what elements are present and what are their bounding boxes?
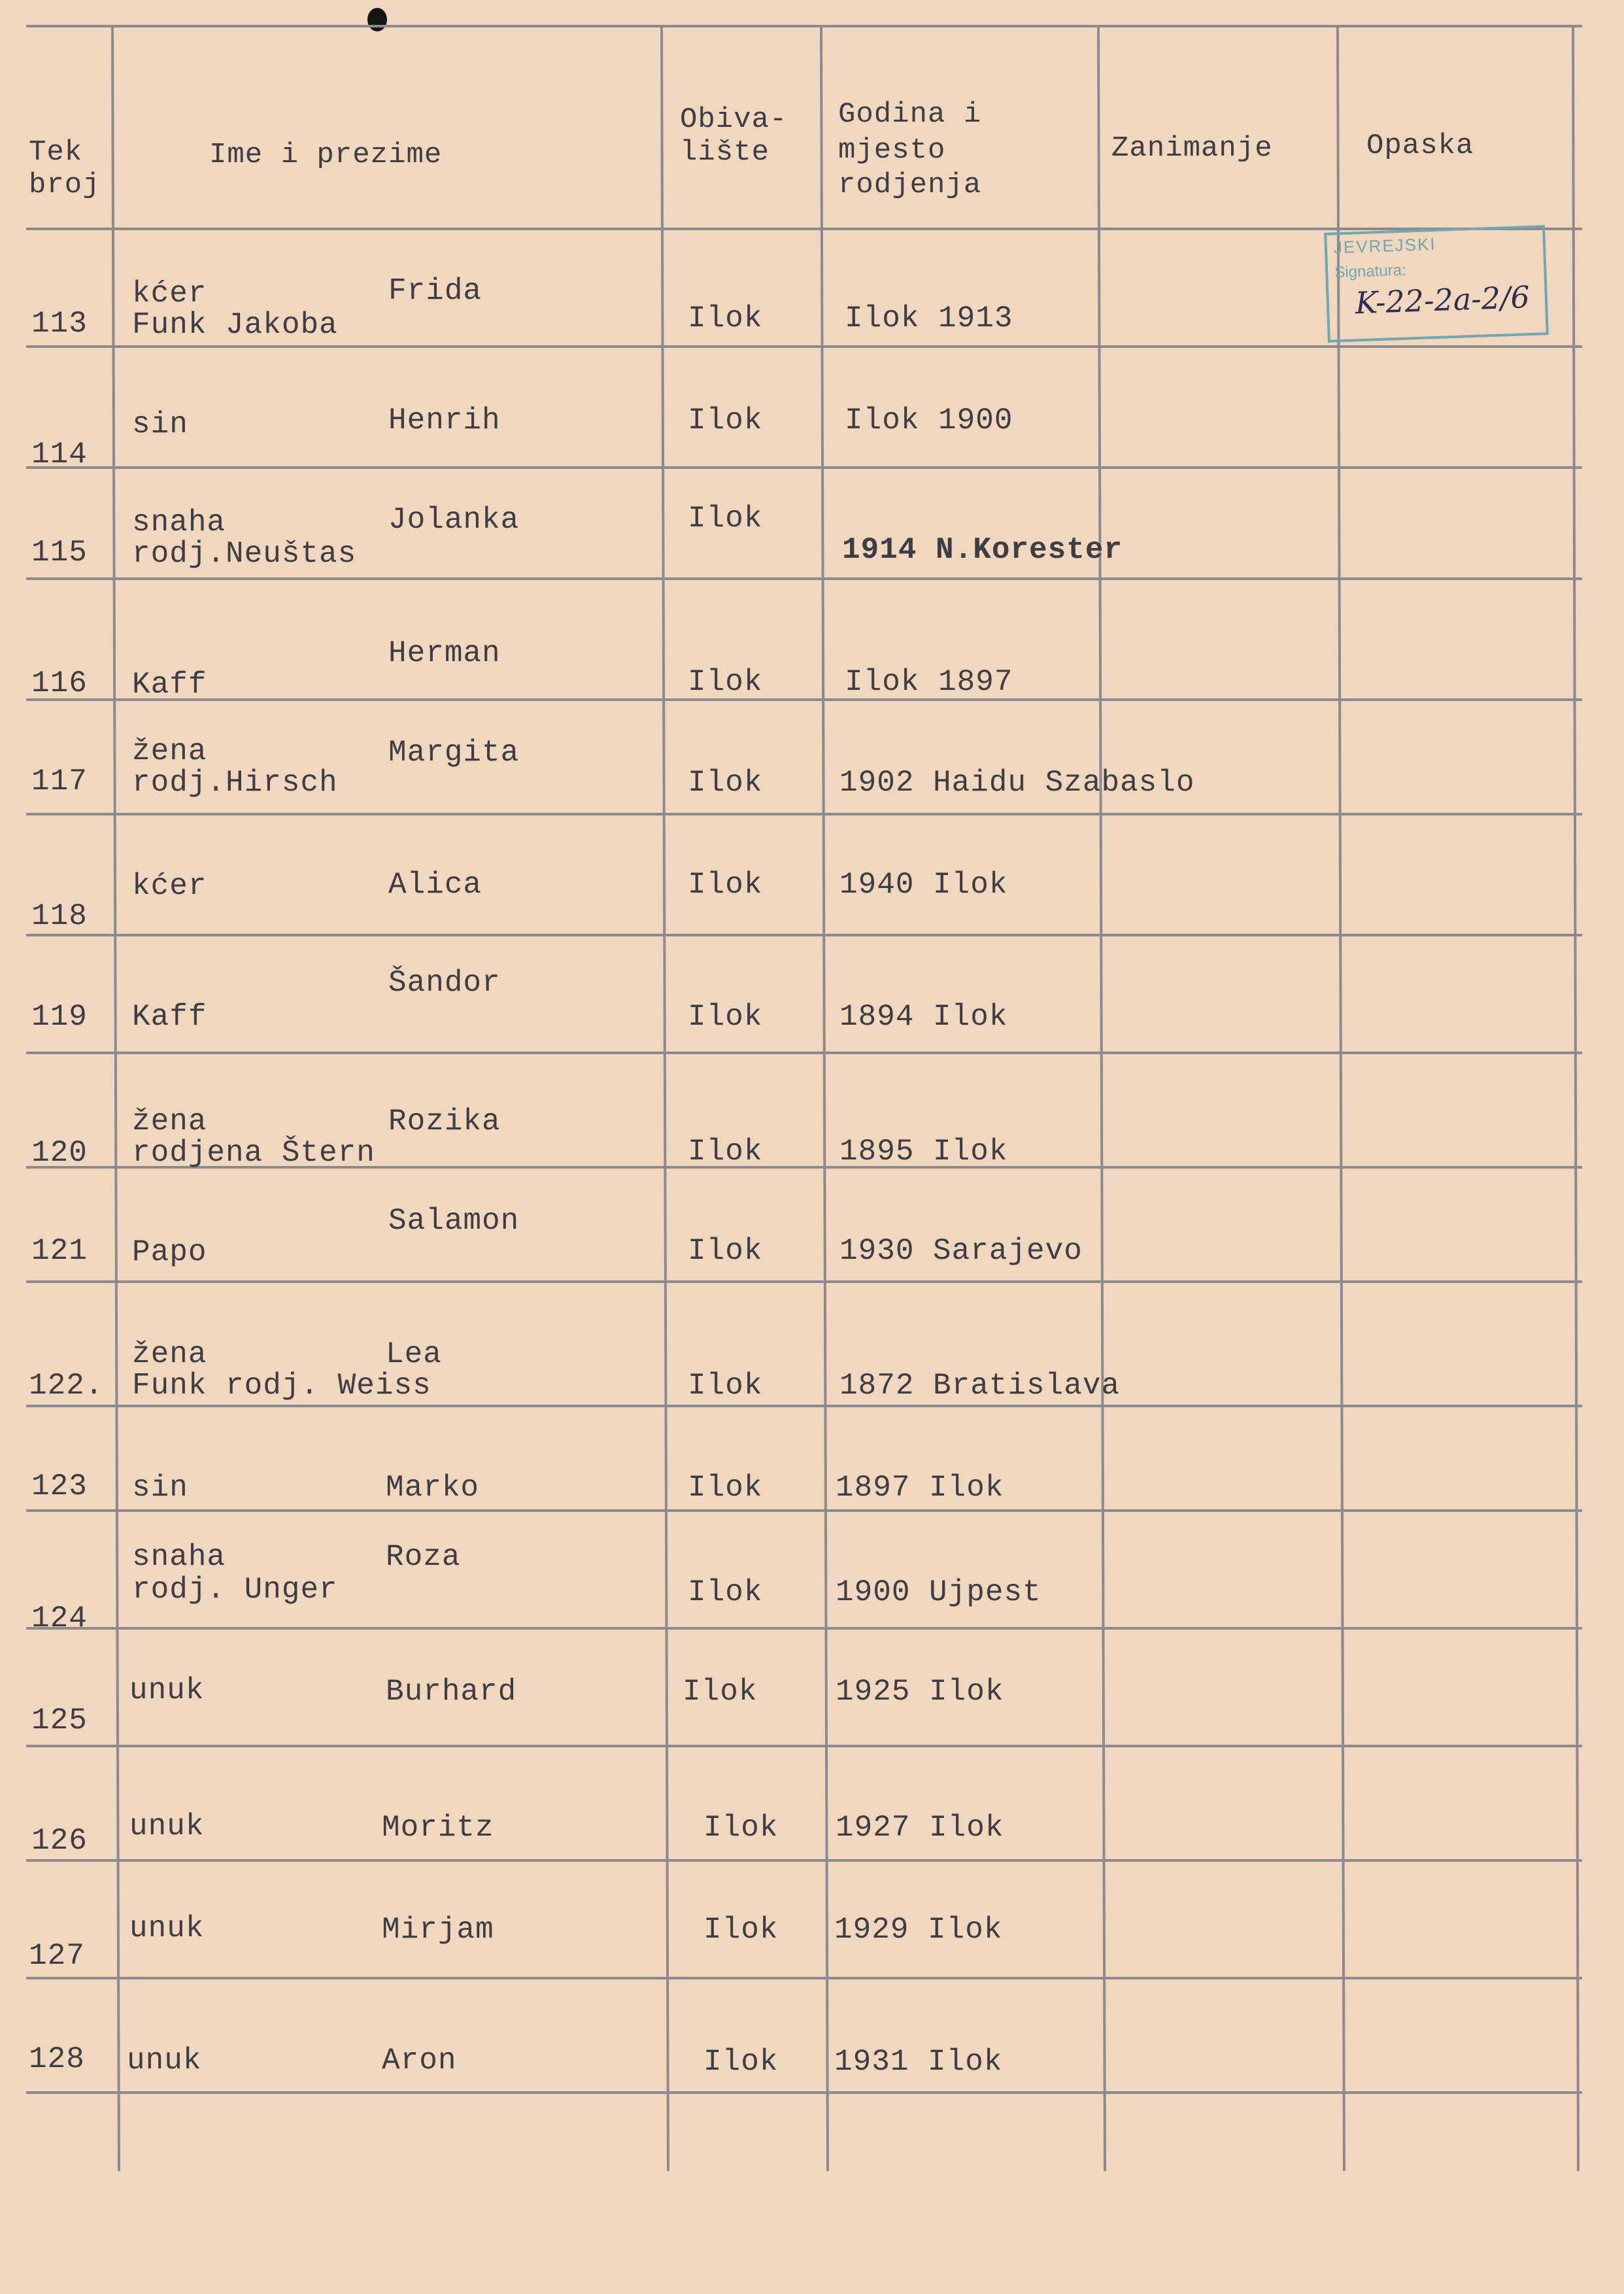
row-residence: Ilok <box>688 1471 763 1505</box>
row-birth: Ilok 1897 <box>845 665 1013 699</box>
row-first-name: Frida <box>388 274 482 308</box>
row-relation: žena <box>132 734 207 768</box>
header-residence-line1: Obiva- <box>680 103 788 136</box>
row-residence: Ilok <box>688 1234 763 1268</box>
row-surname: Funk rodj. Weiss <box>132 1369 431 1403</box>
row-residence: Ilok <box>688 1369 763 1403</box>
row-residence: Ilok <box>688 665 763 699</box>
header-note: Opaska <box>1366 129 1474 162</box>
header-occupation: Zanimanje <box>1111 132 1273 165</box>
row-first-name: Roza <box>386 1540 461 1574</box>
row-relation: unuk <box>127 2044 202 2078</box>
stamp-label: Signatura: <box>1334 261 1407 282</box>
header-birth-line3: rodjenja <box>838 169 982 201</box>
row-relation: unuk <box>129 1673 205 1707</box>
row-relation: snaha <box>132 1540 226 1574</box>
row-relation: kćer <box>132 277 207 311</box>
row-first-name: Alica <box>388 868 482 902</box>
row-birth: 1872 Bratislava <box>839 1369 1121 1403</box>
row-first-name: Herman <box>388 636 501 670</box>
row-number: 119 <box>31 1000 88 1034</box>
row-relation: unuk <box>129 1911 205 1945</box>
row-first-name: Šandor <box>388 966 501 1000</box>
row-surname: rodjena Štern <box>132 1136 375 1170</box>
row-number: 115 <box>31 536 88 570</box>
stamp-title: JEVREJSKI <box>1333 233 1437 258</box>
row-birth: 1925 Ilok <box>836 1675 1004 1709</box>
row-birth: Ilok 1913 <box>845 301 1013 335</box>
row-residence: Ilok <box>688 1000 763 1034</box>
row-surname: Papo <box>132 1235 207 1269</box>
row-birth: 1929 Ilok <box>834 1913 1003 1947</box>
row-relation: žena <box>132 1104 207 1138</box>
row-surname: Funk Jakoba <box>132 308 338 342</box>
row-relation: žena <box>132 1337 207 1371</box>
row-residence: Ilok <box>703 2045 779 2079</box>
row-surname: Kaff <box>132 668 207 702</box>
row-relation: snaha <box>132 505 226 539</box>
row-birth: Ilok 1900 <box>845 403 1013 437</box>
row-birth: 1897 Ilok <box>836 1471 1004 1505</box>
row-residence: Ilok <box>688 1575 763 1609</box>
header-no-line2: broj <box>29 169 101 201</box>
row-birth: 1931 Ilok <box>834 2045 1003 2079</box>
row-relation: kćer <box>132 869 207 903</box>
row-number: 116 <box>31 666 88 700</box>
row-residence: Ilok <box>688 403 763 437</box>
row-number: 121 <box>31 1234 88 1268</box>
row-number: 120 <box>31 1136 88 1170</box>
row-relation: sin <box>132 407 188 441</box>
row-birth: 1930 Sarajevo <box>839 1234 1083 1268</box>
header-no-line1: Tek <box>29 136 83 169</box>
row-relation: unuk <box>129 1809 205 1843</box>
row-birth: 1914 N.Korester <box>842 533 1123 567</box>
row-birth: 1894 Ilok <box>839 1000 1008 1034</box>
row-number: 124 <box>31 1601 88 1635</box>
row-number: 125 <box>31 1703 88 1738</box>
row-number: 117 <box>31 764 88 798</box>
row-birth: 1940 Ilok <box>839 868 1008 902</box>
row-first-name: Jolanka <box>388 503 520 537</box>
row-number: 114 <box>31 437 88 471</box>
header-birth-line1: Godina i <box>838 98 982 131</box>
row-birth: 1895 Ilok <box>839 1135 1008 1169</box>
row-number: 122. <box>29 1369 104 1403</box>
row-number: 113 <box>31 307 88 341</box>
row-surname: rodj.Hirsch <box>132 766 338 800</box>
header-name: Ime i prezime <box>209 139 443 171</box>
row-residence: Ilok <box>703 1811 779 1845</box>
row-number: 127 <box>29 1939 85 1973</box>
row-number: 128 <box>29 2042 85 2076</box>
row-first-name: Moritz <box>382 1811 494 1845</box>
header-residence-line2: lište <box>680 136 770 169</box>
row-first-name: Lea <box>386 1337 442 1371</box>
row-surname: rodj. Unger <box>132 1573 338 1607</box>
row-first-name: Marko <box>386 1471 480 1505</box>
row-residence: Ilok <box>688 868 763 902</box>
row-first-name: Henrih <box>388 403 501 437</box>
archive-stamp <box>1324 225 1549 343</box>
row-first-name: Aron <box>382 2044 457 2078</box>
row-birth: 1927 Ilok <box>836 1811 1004 1845</box>
stamp-signature: K-22-2a-2/6 <box>1355 279 1531 321</box>
row-residence: Ilok <box>688 502 763 536</box>
row-residence: Ilok <box>703 1913 779 1947</box>
row-surname: Kaff <box>132 1000 207 1034</box>
row-residence: Ilok <box>688 301 763 335</box>
row-first-name: Burhard <box>386 1675 517 1709</box>
row-number: 126 <box>31 1824 88 1858</box>
row-number: 118 <box>31 899 88 933</box>
row-surname: rodj.Neuštas <box>132 537 357 571</box>
row-residence: Ilok <box>688 1135 763 1169</box>
row-first-name: Mirjam <box>382 1913 494 1947</box>
row-relation: sin <box>132 1471 188 1505</box>
row-residence: Ilok <box>688 766 763 800</box>
row-first-name: Rozika <box>388 1104 501 1138</box>
row-first-name: Salamon <box>388 1204 520 1238</box>
row-first-name: Margita <box>388 736 520 770</box>
row-birth: 1900 Ujpest <box>836 1575 1041 1609</box>
row-number: 123 <box>31 1469 88 1503</box>
row-birth: 1902 Haidu Szabaslo <box>839 766 1195 800</box>
row-residence: Ilok <box>683 1675 758 1709</box>
header-birth-line2: mjesto <box>838 134 946 167</box>
